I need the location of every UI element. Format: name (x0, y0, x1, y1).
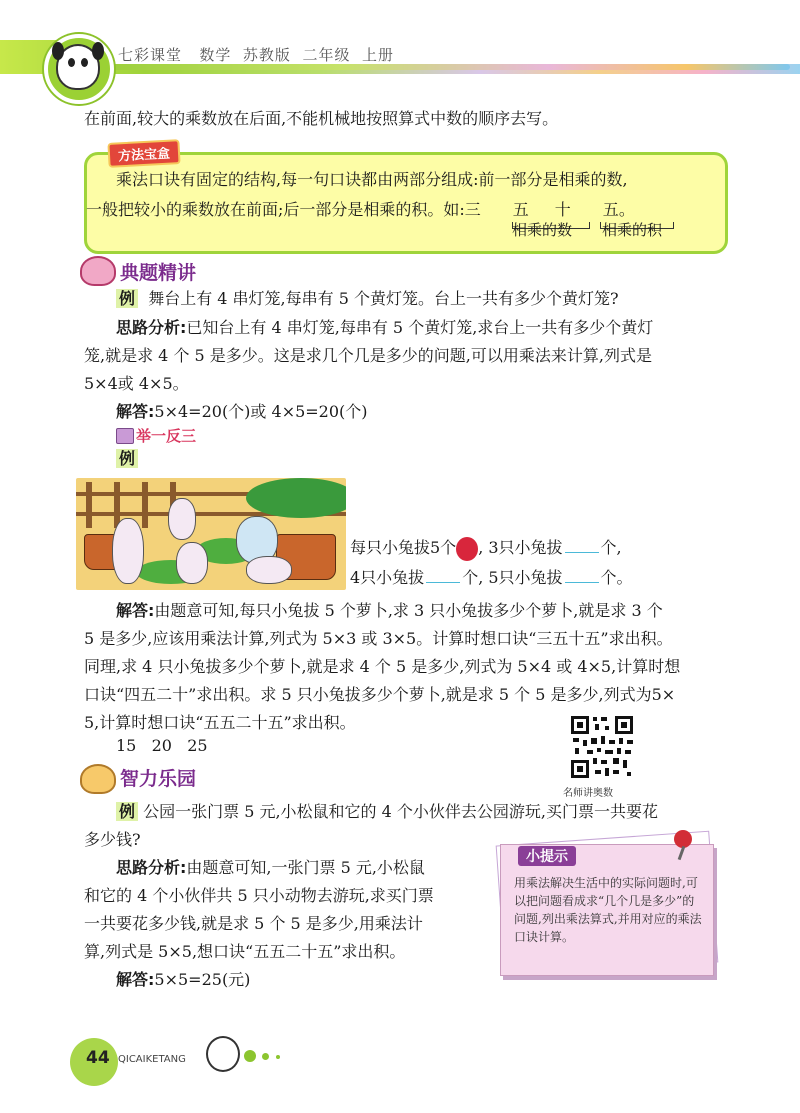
method-box-label: 方法宝盒 (107, 139, 180, 168)
sub-answer-line3: 同理,求 4 只小兔拔多少个萝卜,就是求 4 个 5 是多少,列式为 5×4 或 4×5,计算时想 (84, 657, 681, 676)
footer-dot-2 (262, 1053, 269, 1060)
qr-code-icon[interactable] (569, 714, 635, 780)
footer-dot-3 (276, 1055, 280, 1059)
qr-caption: 名师讲奥数 (563, 788, 613, 799)
footer-brand: QICAIKETANG (118, 1054, 186, 1065)
subsection-example-tag: 例 (116, 444, 138, 473)
example-tag: 例 (116, 289, 138, 308)
section-mascot-icon (80, 256, 116, 286)
example-2-line2: 多少钱? (84, 830, 141, 849)
analysis-2-line1: 思路分析:由题意可知,一张门票 5 元,小松鼠 (116, 858, 425, 877)
method-line-1: 乘法口诀有固定的结构,每一句口诀都由两部分组成:前一部分是相乘的数, (116, 170, 628, 189)
sub-answer-line1: 解答:由题意可知,每只小兔拔 5 个萝卜,求 3 只小兔拔多少个萝卜,就是求 3 个 (116, 601, 663, 620)
answer-2: 解答:5×5=25(元) (116, 970, 251, 989)
section-title-1: 典题精讲 (120, 262, 197, 284)
hint-note-text: 用乘法解决生活中的实际问题时,可以把问题看成求“几个几是多少”的问题,列出乘法算式,并用对应的乘法口诀计算。 (514, 876, 702, 944)
sub-answer-line4: 口诀“四五二十”求出积。求 5 只小兔拔多少个萝卜,就是求 5 个 5 是多少,列式为5× (84, 685, 676, 704)
footer-dot-1 (244, 1050, 256, 1062)
sub-results: 15 20 25 (116, 736, 208, 755)
answer-blank-3[interactable] (565, 536, 599, 553)
analysis-2-line3: 一共要花多少钱,就是求 5 个 5 是多少,用乘法计 (84, 914, 423, 933)
analysis-1-line3: 5×4或 4×5。 (84, 374, 189, 393)
sub-answer-line5: 5,计算时想口诀“五五二十五”求出积。 (84, 713, 356, 732)
brace-right-label: 相乘的积 (602, 221, 663, 239)
section-title-2: 智力乐园 (120, 768, 197, 790)
subsection-title: 举一反三 (136, 427, 197, 445)
radish-icon (456, 537, 478, 561)
answer-blank-5[interactable] (565, 566, 599, 583)
header-title: 七彩课堂 数学 苏教版 二年级 上册 (118, 46, 395, 64)
section-mascot-icon-2 (80, 764, 116, 794)
practice-question-line1: 每只小兔拔5个 , 3只小兔拔 个, (350, 533, 622, 562)
cube-icon (116, 428, 134, 444)
page-number: 44 (86, 1048, 110, 1068)
analysis-2-line4: 算,列式是 5×5,想口诀“五五二十五”求出积。 (84, 942, 406, 961)
rabbits-illustration (76, 478, 346, 590)
method-line-2: 一般把较小的乘数放在前面;后一部分是相乘的积。如:三 五 十 五。 (86, 200, 635, 219)
footer-dog-icon (206, 1036, 240, 1072)
answer-blank-4[interactable] (426, 566, 460, 583)
example-1: 例 舞台上有 4 串灯笼,每串有 5 个黄灯笼。台上一共有多少个黄灯笼? (116, 284, 619, 313)
hint-note-title: 小提示 (518, 846, 576, 866)
brace-left-label: 相乘的数 (512, 221, 573, 239)
analysis-1-line2: 笼,就是求 4 个 5 是多少。这是求几个几是多少的问题,可以用乘法来计算,列式是 (84, 346, 652, 365)
answer-1: 解答:5×4=20(个)或 4×5=20(个) (116, 402, 368, 421)
practice-question-line2: 4只小兔拔 个, 5只小兔拔 个。 (350, 568, 633, 587)
sub-answer-line2: 5 是多少,应该用乘法计算,列式为 5×3 或 3×5。计算时想口诀“三五十五”求出积。 (84, 629, 673, 648)
dog-mascot-icon (56, 44, 100, 90)
example-2-line1: 例 公园一张门票 5 元,小松鼠和它的 4 个小伙伴去公园游玩,买门票一共要花 (116, 797, 658, 826)
analysis-2-line2: 和它的 4 个小伙伴共 5 只小动物去游玩,求买门票 (84, 886, 434, 905)
intro-line: 在前面,较大的乘数放在后面,不能机械地按照算式中数的顺序去写。 (84, 109, 559, 128)
analysis-1-line1: 思路分析:已知台上有 4 串灯笼,每串有 5 个黄灯笼,求台上一共有多少个黄灯 (116, 318, 654, 337)
